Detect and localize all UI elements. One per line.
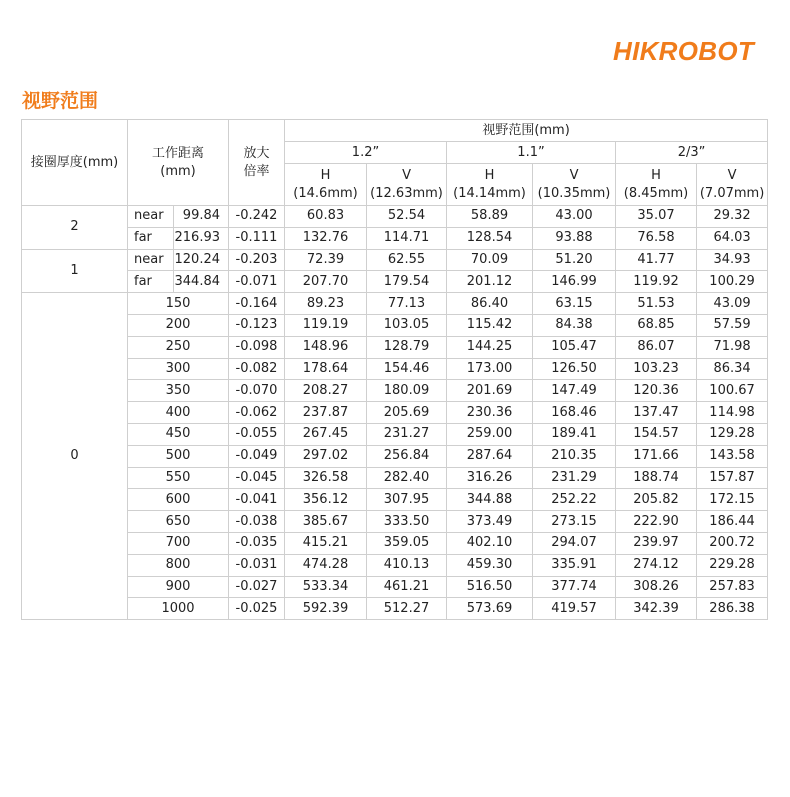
fov-value-cell: 342.39 bbox=[616, 598, 697, 620]
fov-value-cell: 377.74 bbox=[533, 576, 616, 598]
fov-value-cell: 208.27 bbox=[285, 380, 367, 402]
distance-cell: 400 bbox=[128, 402, 229, 424]
distance-cell: 344.84 bbox=[174, 271, 229, 293]
fov-value-cell: 259.00 bbox=[447, 423, 533, 445]
fov-value-cell: 68.85 bbox=[616, 314, 697, 336]
magnification-cell: -0.049 bbox=[229, 445, 285, 467]
magnification-cell: -0.098 bbox=[229, 336, 285, 358]
fov-value-cell: 129.28 bbox=[697, 423, 768, 445]
fov-value-cell: 52.54 bbox=[367, 206, 447, 228]
magnification-cell: -0.045 bbox=[229, 467, 285, 489]
fov-value-cell: 41.77 bbox=[616, 249, 697, 271]
fov-value-cell: 64.03 bbox=[697, 227, 768, 249]
fov-value-cell: 237.87 bbox=[285, 402, 367, 424]
fov-value-cell: 62.55 bbox=[367, 249, 447, 271]
fov-value-cell: 115.42 bbox=[447, 314, 533, 336]
header-magnification bbox=[229, 120, 285, 206]
fov-value-cell: 373.49 bbox=[447, 511, 533, 533]
fov-value-cell: 207.70 bbox=[285, 271, 367, 293]
fov-value-cell: 256.84 bbox=[367, 445, 447, 467]
header-distance-line2: (mm) bbox=[160, 163, 196, 179]
fov-value-cell: 516.50 bbox=[447, 576, 533, 598]
distance-cell: 200 bbox=[128, 314, 229, 336]
fov-value-cell: 205.82 bbox=[616, 489, 697, 511]
fov-value-cell: 86.34 bbox=[697, 358, 768, 380]
table-row bbox=[22, 358, 768, 380]
fov-value-cell: 267.45 bbox=[285, 423, 367, 445]
table-row bbox=[22, 511, 768, 533]
header-distance-line1: 工作距离 bbox=[152, 145, 205, 161]
table-row bbox=[22, 227, 768, 249]
fov-value-cell: 229.28 bbox=[697, 554, 768, 576]
distance-cell: 150 bbox=[128, 293, 229, 315]
magnification-cell: -0.027 bbox=[229, 576, 285, 598]
fov-value-cell: 294.07 bbox=[533, 532, 616, 554]
table-row bbox=[22, 380, 768, 402]
fov-value-cell: 72.39 bbox=[285, 249, 367, 271]
fov-value-cell: 60.83 bbox=[285, 206, 367, 228]
distance-cell: 350 bbox=[128, 380, 229, 402]
fov-value-cell: 201.69 bbox=[447, 380, 533, 402]
header-h-label: H bbox=[320, 167, 331, 183]
fov-value-cell: 51.20 bbox=[533, 249, 616, 271]
fov-value-cell: 287.64 bbox=[447, 445, 533, 467]
fov-value-cell: 76.58 bbox=[616, 227, 697, 249]
fov-value-cell: 273.15 bbox=[533, 511, 616, 533]
header-h-2 bbox=[447, 164, 533, 206]
fov-value-cell: 114.71 bbox=[367, 227, 447, 249]
fov-value-cell: 297.02 bbox=[285, 445, 367, 467]
magnification-cell: -0.025 bbox=[229, 598, 285, 620]
header-dim: (14.6mm) bbox=[293, 185, 358, 201]
fov-value-cell: 29.32 bbox=[697, 206, 768, 228]
fov-value-cell: 86.07 bbox=[616, 336, 697, 358]
distance-cell: 120.24 bbox=[174, 249, 229, 271]
fov-value-cell: 128.54 bbox=[447, 227, 533, 249]
thickness-cell: 0 bbox=[22, 293, 128, 620]
fov-value-cell: 89.23 bbox=[285, 293, 367, 315]
fov-value-cell: 63.15 bbox=[533, 293, 616, 315]
distance-cell: 250 bbox=[128, 336, 229, 358]
table-row bbox=[22, 532, 768, 554]
fov-value-cell: 51.53 bbox=[616, 293, 697, 315]
distance-cell: 900 bbox=[128, 576, 229, 598]
fov-value-cell: 144.25 bbox=[447, 336, 533, 358]
fov-value-cell: 415.21 bbox=[285, 532, 367, 554]
table-row bbox=[22, 314, 768, 336]
distance-cell: 650 bbox=[128, 511, 229, 533]
fov-value-cell: 103.05 bbox=[367, 314, 447, 336]
distance-cell: 500 bbox=[128, 445, 229, 467]
fov-value-cell: 474.28 bbox=[285, 554, 367, 576]
table-row bbox=[22, 271, 768, 293]
header-h-1 bbox=[285, 164, 367, 206]
header-h-label: H bbox=[484, 167, 495, 183]
near-far-label: near bbox=[128, 206, 174, 228]
header-distance bbox=[128, 120, 229, 206]
header-v-3 bbox=[697, 164, 768, 206]
magnification-cell: -0.242 bbox=[229, 206, 285, 228]
magnification-cell: -0.041 bbox=[229, 489, 285, 511]
fov-value-cell: 316.26 bbox=[447, 467, 533, 489]
fov-value-cell: 71.98 bbox=[697, 336, 768, 358]
header-h-label: H bbox=[651, 167, 661, 183]
header-fov-group: 视野范围(mm) bbox=[285, 120, 768, 142]
header-h-3 bbox=[616, 164, 697, 206]
fov-value-cell: 100.29 bbox=[697, 271, 768, 293]
distance-cell: 300 bbox=[128, 358, 229, 380]
fov-value-cell: 359.05 bbox=[367, 532, 447, 554]
fov-value-cell: 100.67 bbox=[697, 380, 768, 402]
table-row bbox=[22, 554, 768, 576]
fov-value-cell: 592.39 bbox=[285, 598, 367, 620]
fov-value-cell: 128.79 bbox=[367, 336, 447, 358]
distance-cell: 600 bbox=[128, 489, 229, 511]
fov-value-cell: 205.69 bbox=[367, 402, 447, 424]
header-sensor-2-3: 2/3” bbox=[616, 142, 768, 164]
fov-value-cell: 178.64 bbox=[285, 358, 367, 380]
fov-value-cell: 210.35 bbox=[533, 445, 616, 467]
fov-value-cell: 119.19 bbox=[285, 314, 367, 336]
distance-cell: 800 bbox=[128, 554, 229, 576]
fov-value-cell: 402.10 bbox=[447, 532, 533, 554]
fov-value-cell: 307.95 bbox=[367, 489, 447, 511]
header-dim: (14.14mm) bbox=[453, 185, 526, 201]
table-row bbox=[22, 423, 768, 445]
table-header bbox=[22, 120, 768, 206]
fov-value-cell: 34.93 bbox=[697, 249, 768, 271]
fov-value-cell: 222.90 bbox=[616, 511, 697, 533]
magnification-cell: -0.082 bbox=[229, 358, 285, 380]
header-mag-line2: 倍率 bbox=[243, 163, 270, 179]
magnification-cell: -0.070 bbox=[229, 380, 285, 402]
fov-value-cell: 188.74 bbox=[616, 467, 697, 489]
fov-value-cell: 93.88 bbox=[533, 227, 616, 249]
fov-value-cell: 147.49 bbox=[533, 380, 616, 402]
distance-cell: 216.93 bbox=[174, 227, 229, 249]
fov-value-cell: 461.21 bbox=[367, 576, 447, 598]
near-far-label: near bbox=[128, 249, 174, 271]
fov-value-cell: 231.27 bbox=[367, 423, 447, 445]
fov-value-cell: 171.66 bbox=[616, 445, 697, 467]
fov-value-cell: 252.22 bbox=[533, 489, 616, 511]
fov-value-cell: 77.13 bbox=[367, 293, 447, 315]
header-v-label: V bbox=[727, 167, 737, 183]
fov-value-cell: 326.58 bbox=[285, 467, 367, 489]
table-row bbox=[22, 402, 768, 424]
fov-value-cell: 70.09 bbox=[447, 249, 533, 271]
distance-cell: 700 bbox=[128, 532, 229, 554]
distance-cell: 99.84 bbox=[174, 206, 229, 228]
fov-value-cell: 132.76 bbox=[285, 227, 367, 249]
hikrobot-logo: HIKROBOT bbox=[613, 36, 755, 66]
fov-value-cell: 43.00 bbox=[533, 206, 616, 228]
thickness-cell: 1 bbox=[22, 249, 128, 293]
magnification-cell: -0.035 bbox=[229, 532, 285, 554]
fov-value-cell: 103.23 bbox=[616, 358, 697, 380]
fov-value-cell: 154.46 bbox=[367, 358, 447, 380]
fov-value-cell: 105.47 bbox=[533, 336, 616, 358]
fov-value-cell: 344.88 bbox=[447, 489, 533, 511]
header-thickness: 接圈厚度(mm) bbox=[22, 120, 128, 206]
fov-value-cell: 282.40 bbox=[367, 467, 447, 489]
table-body bbox=[22, 206, 768, 620]
table-row bbox=[22, 336, 768, 358]
fov-value-cell: 58.89 bbox=[447, 206, 533, 228]
fov-value-cell: 154.57 bbox=[616, 423, 697, 445]
fov-value-cell: 148.96 bbox=[285, 336, 367, 358]
fov-value-cell: 459.30 bbox=[447, 554, 533, 576]
magnification-cell: -0.123 bbox=[229, 314, 285, 336]
header-v-1 bbox=[367, 164, 447, 206]
header-dim: (12.63mm) bbox=[370, 185, 443, 201]
magnification-cell: -0.038 bbox=[229, 511, 285, 533]
header-sensor-1-2: 1.2” bbox=[285, 142, 447, 164]
fov-value-cell: 385.67 bbox=[285, 511, 367, 533]
fov-value-cell: 120.36 bbox=[616, 380, 697, 402]
header-dim: (7.07mm) bbox=[699, 185, 765, 201]
header-dim: (8.45mm) bbox=[623, 185, 689, 201]
fov-value-cell: 114.98 bbox=[697, 402, 768, 424]
fov-value-cell: 231.29 bbox=[533, 467, 616, 489]
fov-value-cell: 257.83 bbox=[697, 576, 768, 598]
fov-value-cell: 230.36 bbox=[447, 402, 533, 424]
fov-value-cell: 173.00 bbox=[447, 358, 533, 380]
header-sensor-1-1: 1.1” bbox=[447, 142, 616, 164]
table-row bbox=[22, 249, 768, 271]
fov-value-cell: 335.91 bbox=[533, 554, 616, 576]
header-v-label: V bbox=[569, 167, 579, 183]
fov-value-cell: 201.12 bbox=[447, 271, 533, 293]
fov-value-cell: 356.12 bbox=[285, 489, 367, 511]
fov-value-cell: 189.41 bbox=[533, 423, 616, 445]
header-v-label: V bbox=[402, 167, 411, 183]
fov-value-cell: 573.69 bbox=[447, 598, 533, 620]
fov-value-cell: 126.50 bbox=[533, 358, 616, 380]
fov-value-cell: 419.57 bbox=[533, 598, 616, 620]
fov-value-cell: 57.59 bbox=[697, 314, 768, 336]
fov-value-cell: 84.38 bbox=[533, 314, 616, 336]
section-title: 视野范围 bbox=[22, 90, 99, 112]
table-row bbox=[22, 467, 768, 489]
fov-value-cell: 119.92 bbox=[616, 271, 697, 293]
fov-value-cell: 274.12 bbox=[616, 554, 697, 576]
fov-value-cell: 333.50 bbox=[367, 511, 447, 533]
fov-value-cell: 533.34 bbox=[285, 576, 367, 598]
magnification-cell: -0.031 bbox=[229, 554, 285, 576]
table-row bbox=[22, 206, 768, 228]
distance-cell: 550 bbox=[128, 467, 229, 489]
header-v-2 bbox=[533, 164, 616, 206]
near-far-label: far bbox=[128, 227, 174, 249]
fov-value-cell: 172.15 bbox=[697, 489, 768, 511]
fov-value-cell: 410.13 bbox=[367, 554, 447, 576]
fov-value-cell: 168.46 bbox=[533, 402, 616, 424]
fov-value-cell: 512.27 bbox=[367, 598, 447, 620]
distance-cell: 1000 bbox=[128, 598, 229, 620]
magnification-cell: -0.071 bbox=[229, 271, 285, 293]
table-row bbox=[22, 576, 768, 598]
fov-value-cell: 179.54 bbox=[367, 271, 447, 293]
fov-value-cell: 286.38 bbox=[697, 598, 768, 620]
fov-value-cell: 35.07 bbox=[616, 206, 697, 228]
magnification-cell: -0.203 bbox=[229, 249, 285, 271]
fov-value-cell: 43.09 bbox=[697, 293, 768, 315]
distance-cell: 450 bbox=[128, 423, 229, 445]
fov-table bbox=[21, 119, 768, 620]
fov-value-cell: 239.97 bbox=[616, 532, 697, 554]
header-mag-line1: 放大 bbox=[243, 145, 270, 161]
fov-value-cell: 157.87 bbox=[697, 467, 768, 489]
near-far-label: far bbox=[128, 271, 174, 293]
fov-value-cell: 146.99 bbox=[533, 271, 616, 293]
fov-value-cell: 200.72 bbox=[697, 532, 768, 554]
table-row bbox=[22, 489, 768, 511]
fov-value-cell: 308.26 bbox=[616, 576, 697, 598]
magnification-cell: -0.164 bbox=[229, 293, 285, 315]
thickness-cell: 2 bbox=[22, 206, 128, 250]
fov-value-cell: 137.47 bbox=[616, 402, 697, 424]
header-dim: (10.35mm) bbox=[537, 185, 611, 201]
table-row bbox=[22, 598, 768, 620]
fov-value-cell: 143.58 bbox=[697, 445, 768, 467]
table-row bbox=[22, 445, 768, 467]
magnification-cell: -0.062 bbox=[229, 402, 285, 424]
table-row bbox=[22, 293, 768, 315]
magnification-cell: -0.055 bbox=[229, 423, 285, 445]
fov-value-cell: 86.40 bbox=[447, 293, 533, 315]
magnification-cell: -0.111 bbox=[229, 227, 285, 249]
fov-value-cell: 186.44 bbox=[697, 511, 768, 533]
fov-value-cell: 180.09 bbox=[367, 380, 447, 402]
